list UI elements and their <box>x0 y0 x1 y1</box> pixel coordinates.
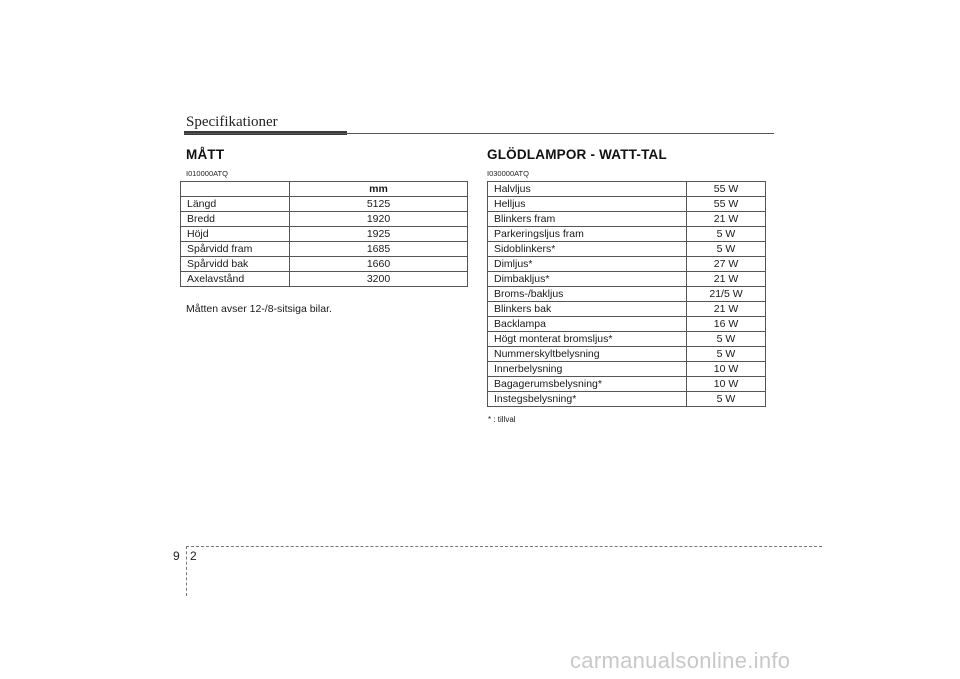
row-label: Blinkers bak <box>488 302 687 317</box>
row-label: Parkeringsljus fram <box>488 227 687 242</box>
table-row <box>488 332 766 347</box>
table-row <box>488 257 766 272</box>
row-label: Dimbakljus* <box>488 272 687 287</box>
table-row <box>181 197 468 212</box>
row-label: Blinkers fram <box>488 212 687 227</box>
dimensions-table <box>180 181 468 287</box>
row-value: 5 W <box>687 242 766 257</box>
row-value: 21 W <box>687 302 766 317</box>
row-value: 21 W <box>687 212 766 227</box>
row-label: Bagagerumsbelysning* <box>488 377 687 392</box>
row-value: 1685 <box>290 242 468 257</box>
row-value: 1920 <box>290 212 468 227</box>
bulbs-title: GLÖDLAMPOR - WATT-TAL <box>487 147 667 162</box>
footer-dashed-rule <box>186 546 822 547</box>
row-value: 16 W <box>687 317 766 332</box>
dimensions-code: I010000ATQ <box>186 169 228 178</box>
row-value: 1925 <box>290 227 468 242</box>
row-value: 55 W <box>687 197 766 212</box>
table-row <box>181 257 468 272</box>
watermark-text: carmanualsonline.info <box>570 648 791 673</box>
footer-vertical-rule <box>186 546 187 596</box>
table-row <box>488 302 766 317</box>
row-label: Instegsbelysning* <box>488 392 687 407</box>
bulbs-body <box>488 182 766 407</box>
dimensions-note: Måtten avser 12-/8-sitsiga bilar. <box>186 303 332 315</box>
row-value: 27 W <box>687 257 766 272</box>
row-label: Nummerskyltbelysning <box>488 347 687 362</box>
row-label: Längd <box>181 197 290 212</box>
table-row <box>181 272 468 287</box>
row-value: 5 W <box>687 227 766 242</box>
row-value: 1660 <box>290 257 468 272</box>
row-value: 55 W <box>687 182 766 197</box>
row-value: 5 W <box>687 332 766 347</box>
page-header-title: Specifikationer <box>186 114 278 130</box>
chapter-number: 9 <box>173 549 180 563</box>
table-row <box>181 212 468 227</box>
row-label: Broms-/bakljus <box>488 287 687 302</box>
table-row <box>181 242 468 257</box>
row-label: Högt monterat bromsljus* <box>488 332 687 347</box>
table-row <box>488 377 766 392</box>
row-value: 10 W <box>687 362 766 377</box>
bulbs-code: I030000ATQ <box>487 169 529 178</box>
table-row <box>488 392 766 407</box>
header-rule <box>184 133 774 134</box>
dimensions-header-empty <box>181 182 290 197</box>
table-row <box>488 347 766 362</box>
table-row <box>488 182 766 197</box>
row-label: Axelavstånd <box>181 272 290 287</box>
row-label: Halvljus <box>488 182 687 197</box>
row-label: Bredd <box>181 212 290 227</box>
row-value: 10 W <box>687 377 766 392</box>
row-value: 21/5 W <box>687 287 766 302</box>
row-value: 3200 <box>290 272 468 287</box>
row-label: Spårvidd bak <box>181 257 290 272</box>
row-value: 5 W <box>687 392 766 407</box>
table-row <box>488 242 766 257</box>
table-row <box>181 227 468 242</box>
row-label: Spårvidd fram <box>181 242 290 257</box>
table-row <box>488 272 766 287</box>
dimensions-body <box>181 197 468 287</box>
table-row <box>488 362 766 377</box>
row-label: Backlampa <box>488 317 687 332</box>
table-row <box>488 317 766 332</box>
bulbs-table <box>487 181 766 407</box>
table-row <box>488 212 766 227</box>
row-value: 5125 <box>290 197 468 212</box>
page-number: 2 <box>190 549 197 563</box>
table-row <box>488 227 766 242</box>
row-label: Dimljus* <box>488 257 687 272</box>
dimensions-header-row <box>181 182 468 197</box>
bulbs-footnote: * : tillval <box>488 415 516 424</box>
dimensions-title: MÅTT <box>186 147 225 162</box>
row-value: 21 W <box>687 272 766 287</box>
table-row <box>488 197 766 212</box>
table-row <box>488 287 766 302</box>
dimensions-unit-header: mm <box>290 182 468 197</box>
row-label: Innerbelysning <box>488 362 687 377</box>
row-value: 5 W <box>687 347 766 362</box>
row-label: Helljus <box>488 197 687 212</box>
row-label: Höjd <box>181 227 290 242</box>
row-label: Sidoblinkers* <box>488 242 687 257</box>
